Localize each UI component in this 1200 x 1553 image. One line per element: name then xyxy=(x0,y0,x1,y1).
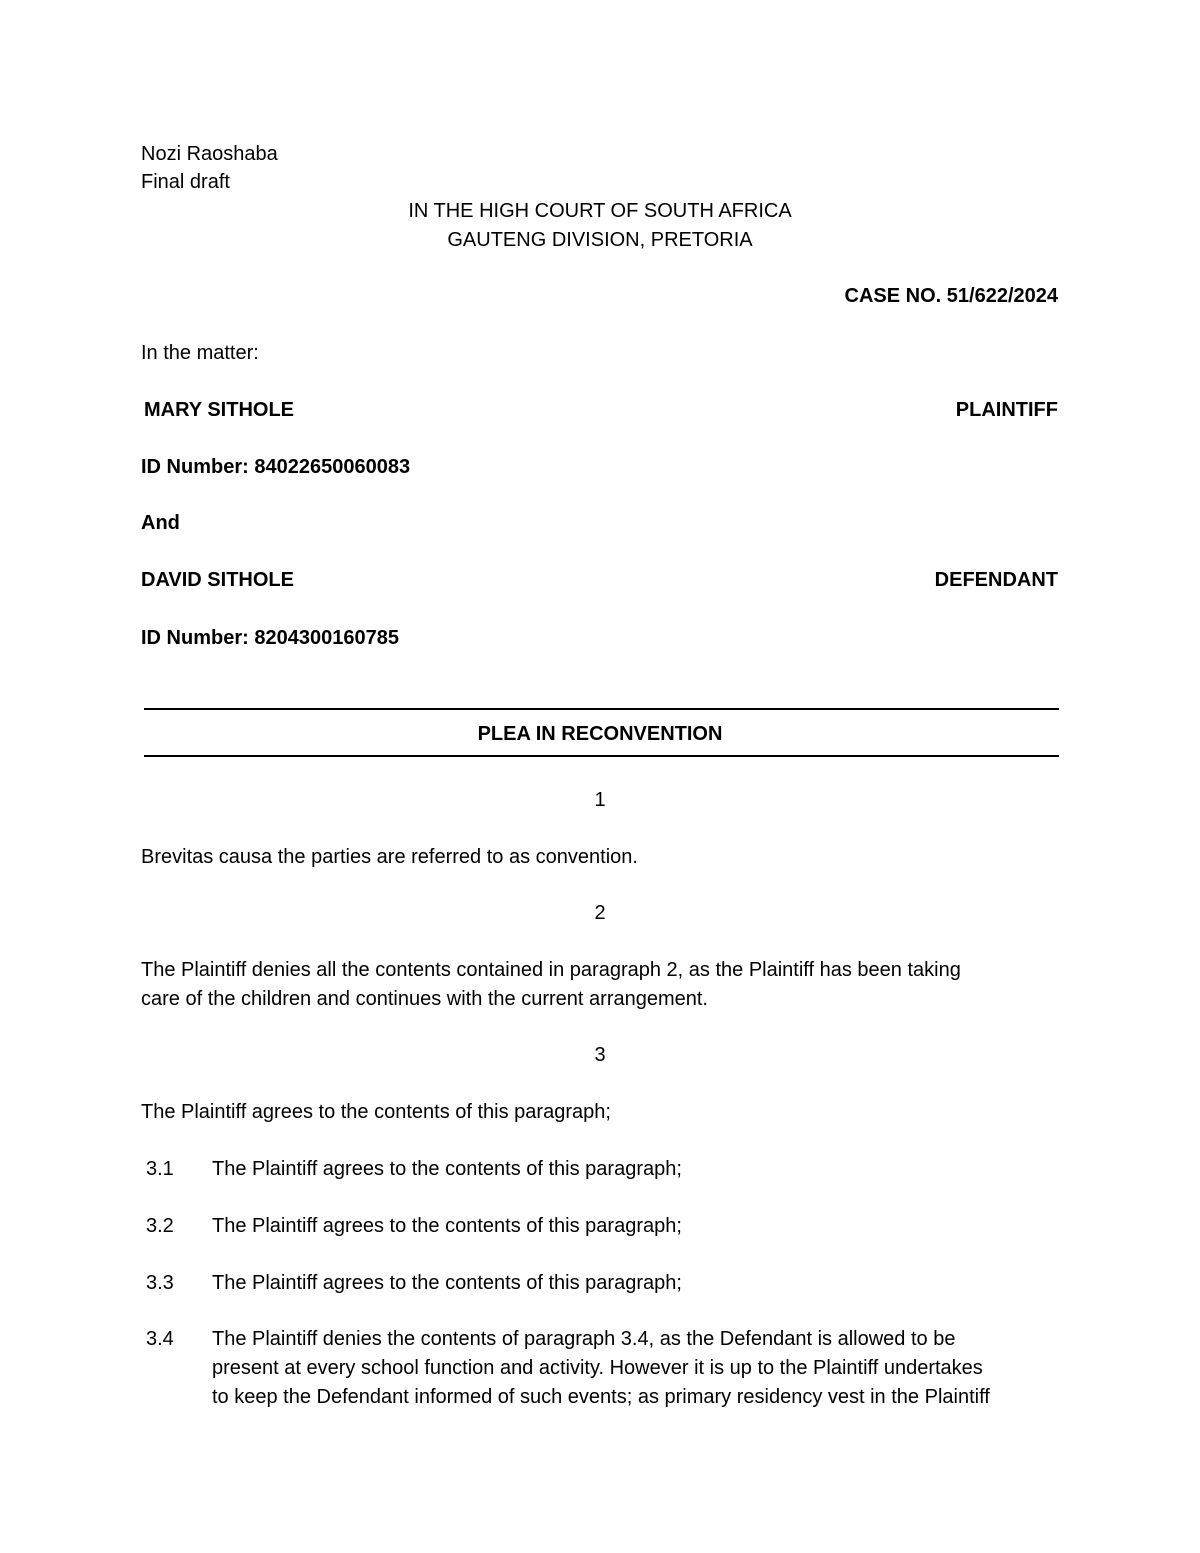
paragraph-number-2: 2 xyxy=(594,902,606,924)
paragraph-3-text: The Plaintiff agrees to the contents of this paragraph; xyxy=(141,1101,611,1123)
paragraph-number-1: 1 xyxy=(594,789,606,811)
title-bottom-rule xyxy=(144,755,1059,757)
defendant-id: ID Number: 8204300160785 xyxy=(141,627,399,649)
paragraph-number-3: 3 xyxy=(594,1044,606,1066)
title-top-rule xyxy=(144,708,1059,710)
plaintiff-role: PLAINTIFF xyxy=(955,399,1058,421)
subparagraph-number-3-3: 3.3 xyxy=(146,1272,174,1294)
paragraph-1-text: Brevitas causa the parties are referred to as convention. xyxy=(141,846,638,868)
subparagraph-number-3-2: 3.2 xyxy=(146,1215,174,1237)
subparagraph-number-3-4: 3.4 xyxy=(146,1328,174,1350)
subparagraph-3-2-text: The Plaintiff agrees to the contents of this paragraph; xyxy=(212,1215,682,1237)
court-division: GAUTENG DIVISION, PRETORIA xyxy=(447,229,753,251)
matter-intro: In the matter: xyxy=(141,342,259,364)
author-name: Nozi Raoshaba xyxy=(141,143,278,165)
paragraph-2-line-2: care of the children and continues with the current arrangement. xyxy=(141,988,708,1010)
court-name: IN THE HIGH COURT OF SOUTH AFRICA xyxy=(408,200,792,222)
defendant-role: DEFENDANT xyxy=(934,569,1058,591)
party-conjunction: And xyxy=(141,512,180,534)
paragraph-2-line-1: The Plaintiff denies all the contents contained in paragraph 2, as the Plaintiff has been taking xyxy=(141,959,961,981)
subparagraph-3-4-line-2: present at every school function and activity. However it is up to the Plaintiff undertakes xyxy=(212,1357,983,1379)
subparagraph-number-3-1: 3.1 xyxy=(146,1158,174,1180)
plaintiff-id: ID Number: 84022650060083 xyxy=(141,456,411,478)
subparagraph-3-1-text: The Plaintiff agrees to the contents of this paragraph; xyxy=(212,1158,682,1180)
case-number: CASE NO. 51/622/2024 xyxy=(844,285,1058,307)
draft-status: Final draft xyxy=(141,171,230,193)
subparagraph-3-4-line-1: The Plaintiff denies the contents of paragraph 3.4, as the Defendant is allowed to be xyxy=(212,1328,956,1350)
subparagraph-3-4-line-3: to keep the Defendant informed of such events; as primary residency vest in the Plaintiff xyxy=(212,1386,990,1408)
subparagraph-3-3-text: The Plaintiff agrees to the contents of this paragraph; xyxy=(212,1272,682,1294)
document-title: PLEA IN RECONVENTION xyxy=(477,723,723,745)
plaintiff-name: MARY SITHOLE xyxy=(144,399,295,421)
defendant-name: DAVID SITHOLE xyxy=(141,569,294,591)
